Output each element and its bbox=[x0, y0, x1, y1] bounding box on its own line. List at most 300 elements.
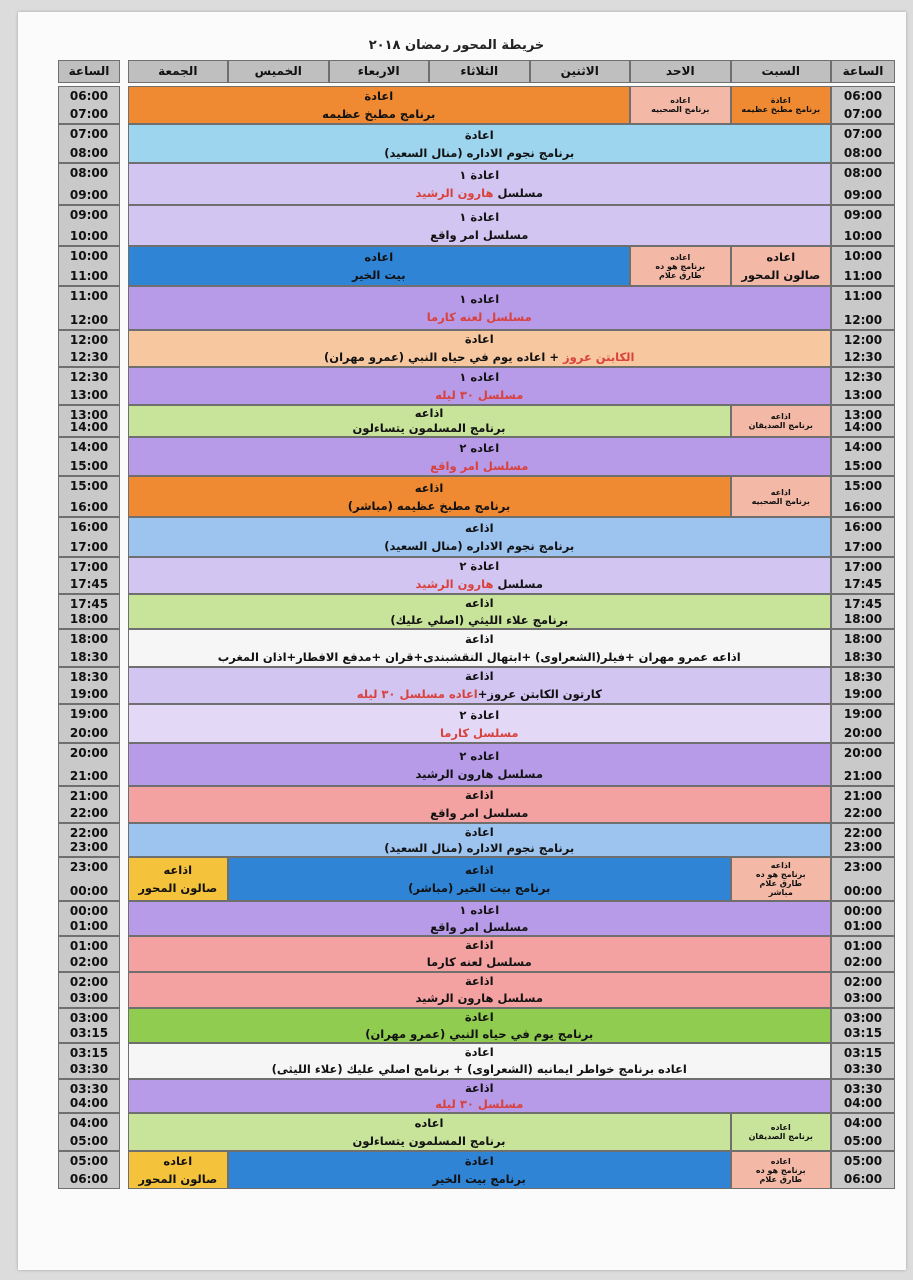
program-line bbox=[129, 308, 831, 326]
time-end: 13:00 bbox=[843, 388, 883, 402]
program-text: اعاده ١ bbox=[459, 903, 500, 917]
time-cell-right bbox=[831, 901, 895, 936]
program-line bbox=[129, 290, 831, 308]
time-cell-right bbox=[831, 124, 895, 163]
program-line bbox=[129, 1009, 831, 1026]
program-line bbox=[129, 630, 831, 648]
time-end: 03:00 bbox=[69, 991, 109, 1005]
program-text: برنامج نجوم الاداره (منال السعيد) bbox=[384, 145, 575, 160]
program-text: برنامج نجوم الاداره (منال السعيد) bbox=[384, 841, 575, 855]
time-start: 17:45 bbox=[843, 597, 883, 611]
program-block[interactable] bbox=[128, 1113, 731, 1151]
program-text: اذاعه bbox=[414, 406, 444, 420]
program-line bbox=[129, 787, 831, 805]
program-line bbox=[129, 406, 730, 421]
time-start: 08:00 bbox=[843, 166, 883, 180]
time-cell-left bbox=[58, 330, 120, 367]
program-line bbox=[129, 144, 831, 162]
time-end: 05:00 bbox=[843, 1134, 883, 1148]
time-end: 02:00 bbox=[69, 955, 109, 969]
program-line bbox=[129, 595, 831, 612]
time-cell-right bbox=[831, 205, 895, 246]
time-start: 06:00 bbox=[843, 89, 883, 103]
time-cell-right bbox=[831, 367, 895, 405]
time-end: 15:00 bbox=[69, 459, 109, 473]
program-text: برنامج هو ده bbox=[755, 870, 806, 879]
program-title-highlight: هارون الرشيد bbox=[415, 576, 494, 591]
program-text: برنامج مطبخ عظيمه bbox=[741, 105, 821, 114]
program-text: اعادة bbox=[464, 1154, 494, 1168]
program-line bbox=[129, 479, 730, 497]
program-line bbox=[129, 386, 831, 404]
program-block[interactable] bbox=[731, 86, 832, 124]
program-text: اعاده bbox=[770, 1123, 791, 1132]
program-block[interactable] bbox=[128, 367, 832, 405]
program-line bbox=[129, 805, 831, 823]
program-text: اعاده ١ bbox=[459, 292, 500, 306]
program-line bbox=[732, 488, 831, 497]
program-line bbox=[129, 765, 831, 783]
program-block[interactable] bbox=[128, 517, 832, 557]
program-line bbox=[129, 1170, 228, 1188]
program-line bbox=[129, 226, 831, 244]
time-cell-right bbox=[831, 163, 895, 205]
time-cell-left bbox=[58, 857, 120, 901]
program-block[interactable] bbox=[128, 1079, 832, 1113]
program-text: برنامج نجوم الاداره (منال السعيد) bbox=[384, 539, 575, 553]
schedule-title: خريطة المحور رمضان ٢٠١٨ bbox=[368, 38, 545, 53]
program-text: طارق علام bbox=[659, 270, 702, 280]
program-title-highlight: الكابتن عروز bbox=[563, 349, 635, 364]
time-end: 16:00 bbox=[843, 500, 883, 514]
program-block[interactable] bbox=[731, 857, 832, 901]
time-end: 13:00 bbox=[69, 388, 109, 402]
program-line bbox=[129, 576, 831, 594]
time-end: 14:00 bbox=[843, 420, 883, 434]
program-text: برنامج الصديقان bbox=[748, 1132, 813, 1141]
program-block[interactable] bbox=[128, 476, 731, 517]
program-text: اذاعة bbox=[464, 1081, 494, 1095]
time-cell-left bbox=[58, 86, 120, 124]
time-start: 03:30 bbox=[69, 1082, 109, 1096]
time-cell-right bbox=[831, 936, 895, 972]
time-end: 03:30 bbox=[69, 1062, 109, 1076]
program-text: اذاعه bbox=[163, 863, 193, 877]
program-block[interactable] bbox=[128, 743, 832, 786]
time-cell-right bbox=[831, 1008, 895, 1043]
time-cell-left bbox=[58, 786, 120, 823]
program-line bbox=[732, 248, 831, 266]
program-text: برنامج المسلمون يتساءلون bbox=[352, 421, 506, 435]
time-start: 03:15 bbox=[69, 1046, 109, 1060]
time-end: 01:00 bbox=[843, 919, 883, 933]
program-text: صالون المحور bbox=[138, 1172, 218, 1186]
program-text: مسلسل bbox=[493, 186, 543, 200]
time-start: 18:30 bbox=[69, 670, 109, 684]
program-block[interactable] bbox=[128, 163, 832, 205]
time-cell-left bbox=[58, 163, 120, 205]
time-start: 17:00 bbox=[843, 560, 883, 574]
program-text: اذاعه bbox=[464, 521, 494, 535]
time-end: 09:00 bbox=[69, 188, 109, 202]
time-start: 14:00 bbox=[69, 440, 109, 454]
program-block[interactable] bbox=[128, 1151, 229, 1189]
program-text: برنامج الصحبيه bbox=[751, 496, 810, 506]
program-line bbox=[229, 861, 730, 879]
program-text: اذاعه bbox=[464, 863, 494, 877]
program-line bbox=[732, 1157, 831, 1166]
program-line bbox=[129, 266, 630, 284]
time-end: 21:00 bbox=[69, 769, 109, 783]
time-start: 09:00 bbox=[69, 208, 109, 222]
program-line bbox=[129, 537, 831, 555]
program-line bbox=[129, 331, 831, 349]
program-line bbox=[129, 1061, 831, 1078]
time-start: 04:00 bbox=[843, 1116, 883, 1130]
program-line bbox=[129, 668, 831, 686]
time-start: 14:00 bbox=[843, 440, 883, 454]
program-block[interactable] bbox=[128, 286, 832, 330]
program-line bbox=[129, 747, 831, 765]
program-text: اعاده ٢ bbox=[459, 440, 500, 455]
program-line bbox=[732, 1123, 831, 1132]
program-text: اذاعة bbox=[464, 788, 494, 802]
program-text: برنامج المسلمون يتساءلون bbox=[352, 1134, 506, 1148]
program-title-highlight: مسلسل ٣٠ ليله bbox=[435, 1097, 524, 1111]
time-cell-left bbox=[58, 1079, 120, 1113]
program-block[interactable] bbox=[731, 1113, 832, 1151]
program-block[interactable] bbox=[128, 437, 832, 476]
time-end: 18:00 bbox=[69, 612, 109, 626]
time-start: 16:00 bbox=[843, 520, 883, 534]
program-text: برنامج علاء الليثي (اصلي عليك) bbox=[390, 612, 569, 627]
time-cell-right bbox=[831, 786, 895, 823]
program-block[interactable] bbox=[128, 86, 631, 124]
program-line bbox=[129, 439, 831, 457]
time-end: 12:30 bbox=[69, 350, 109, 364]
program-line bbox=[129, 558, 831, 576]
program-line bbox=[129, 879, 228, 897]
program-text: اذاعة bbox=[464, 938, 494, 952]
time-start: 11:00 bbox=[843, 289, 883, 303]
program-text: برنامج بيت الخير bbox=[432, 1172, 526, 1186]
time-cell-right bbox=[831, 86, 895, 124]
time-end: 20:00 bbox=[69, 726, 109, 740]
time-start: 18:30 bbox=[843, 670, 883, 684]
time-start: 12:00 bbox=[843, 333, 883, 347]
time-cell-left bbox=[58, 517, 120, 557]
program-line bbox=[129, 937, 831, 954]
time-end: 02:00 bbox=[843, 955, 883, 969]
program-block[interactable] bbox=[128, 936, 832, 972]
program-text: برنامج هو ده bbox=[755, 1165, 806, 1175]
program-text: اعاده ٢ bbox=[459, 748, 500, 763]
program-text: اذاعة bbox=[464, 974, 494, 988]
time-start: 19:00 bbox=[69, 707, 109, 721]
time-end: 04:00 bbox=[843, 1096, 883, 1110]
program-title-highlight: مسلسل ٣٠ ليله bbox=[435, 388, 524, 402]
program-text: اذاعة bbox=[464, 632, 494, 646]
program-title-highlight: اعاده مسلسل ٣٠ ليله bbox=[356, 686, 478, 701]
program-line bbox=[229, 879, 730, 897]
program-text: اعادة bbox=[464, 127, 494, 142]
program-title-highlight: مسلسل لعنه كارما bbox=[426, 310, 532, 324]
time-cell-right bbox=[831, 823, 895, 857]
time-cell-left bbox=[58, 1113, 120, 1151]
time-cell-left bbox=[58, 823, 120, 857]
time-cell-right bbox=[831, 1113, 895, 1151]
program-line bbox=[732, 96, 831, 105]
program-line bbox=[732, 888, 831, 897]
program-line bbox=[129, 1132, 730, 1150]
time-start: 11:00 bbox=[69, 289, 109, 303]
program-line bbox=[129, 1026, 831, 1043]
time-start: 06:00 bbox=[69, 89, 109, 103]
program-line bbox=[129, 248, 630, 266]
program-line bbox=[129, 973, 831, 990]
program-line bbox=[631, 262, 730, 271]
time-end: 04:00 bbox=[69, 1096, 109, 1110]
time-start: 00:00 bbox=[69, 904, 109, 918]
program-text: صالون المحور bbox=[138, 881, 218, 895]
time-cell-right bbox=[831, 437, 895, 476]
time-cell-left bbox=[58, 476, 120, 517]
time-cell-left bbox=[58, 1008, 120, 1043]
time-end: 15:00 bbox=[843, 459, 883, 473]
time-cell-right bbox=[831, 743, 895, 786]
time-end: 17:45 bbox=[69, 577, 109, 591]
time-end: 11:00 bbox=[843, 269, 883, 283]
program-block[interactable] bbox=[128, 972, 832, 1008]
program-text: اذاعه bbox=[770, 412, 791, 421]
program-text: + اعاده يوم في حياه النبي (عمرو مهران) bbox=[324, 349, 564, 364]
time-cell-right bbox=[831, 476, 895, 517]
time-end: 09:00 bbox=[843, 188, 883, 202]
time-start: 05:00 bbox=[843, 1154, 883, 1168]
time-end: 12:00 bbox=[69, 313, 109, 327]
time-cell-right bbox=[831, 1079, 895, 1113]
time-end: 03:15 bbox=[69, 1026, 109, 1040]
time-start: 21:00 bbox=[843, 789, 883, 803]
time-end: 10:00 bbox=[843, 229, 883, 243]
time-end: 20:00 bbox=[843, 726, 883, 740]
time-cell-left bbox=[58, 124, 120, 163]
program-block[interactable] bbox=[630, 246, 731, 286]
time-start: 22:00 bbox=[69, 826, 109, 840]
program-line bbox=[732, 1175, 831, 1184]
program-line bbox=[129, 349, 831, 367]
program-block[interactable] bbox=[731, 405, 832, 437]
program-text: طارق علام bbox=[759, 879, 802, 888]
program-text: مسلسل امر واقع bbox=[430, 919, 529, 934]
time-end: 08:00 bbox=[69, 146, 109, 160]
time-start: 18:00 bbox=[69, 632, 109, 646]
program-block[interactable] bbox=[128, 786, 832, 823]
program-line bbox=[129, 184, 831, 202]
program-text: مسلسل هارون الرشيد bbox=[415, 991, 543, 1005]
time-end: 03:30 bbox=[843, 1062, 883, 1076]
program-text: اعاده bbox=[670, 96, 691, 105]
program-line bbox=[732, 861, 831, 870]
program-text: اذاعه bbox=[464, 596, 494, 610]
program-text: مسلسل bbox=[493, 576, 543, 591]
program-text: اعادة ١ bbox=[459, 209, 500, 224]
time-start: 16:00 bbox=[69, 520, 109, 534]
program-text: اعادة ١ bbox=[459, 168, 500, 182]
program-block[interactable] bbox=[128, 901, 832, 936]
time-cell-left bbox=[58, 704, 120, 743]
program-block[interactable] bbox=[228, 857, 731, 901]
program-block[interactable] bbox=[128, 205, 832, 246]
program-block[interactable] bbox=[128, 704, 832, 743]
program-line bbox=[129, 105, 630, 123]
program-line bbox=[732, 266, 831, 284]
time-start: 15:00 bbox=[69, 479, 109, 493]
program-text: اعادة bbox=[770, 96, 791, 105]
program-text: بيت الخير bbox=[351, 268, 406, 282]
program-text: صالون المحور bbox=[741, 268, 821, 282]
time-start: 15:00 bbox=[843, 479, 883, 493]
time-cell-right bbox=[831, 246, 895, 286]
time-start: 03:00 bbox=[69, 1011, 109, 1025]
time-cell-right bbox=[831, 667, 895, 704]
time-cell-left bbox=[58, 557, 120, 594]
program-line bbox=[129, 1044, 831, 1061]
program-block[interactable] bbox=[128, 823, 832, 857]
time-start: 13:00 bbox=[843, 408, 883, 422]
time-cell-right bbox=[831, 557, 895, 594]
time-cell-left bbox=[58, 594, 120, 629]
program-block[interactable] bbox=[128, 594, 832, 629]
time-cell-left bbox=[58, 936, 120, 972]
program-text: اذاعه عمرو مهران +فيلر(الشعراوى) +ابتهال النقشبندى+قران +مدفع الافطار+اذان المغرب bbox=[217, 650, 741, 664]
program-text: اذاعه bbox=[770, 487, 791, 497]
program-text: برنامج الصحبيه bbox=[651, 105, 710, 114]
time-start: 22:00 bbox=[843, 826, 883, 840]
program-text: اعاده ١ bbox=[459, 370, 500, 384]
time-cell-left bbox=[58, 205, 120, 246]
time-cell-right bbox=[831, 594, 895, 629]
time-end: 18:30 bbox=[843, 650, 883, 664]
time-start: 01:00 bbox=[843, 939, 883, 953]
program-line bbox=[129, 166, 831, 184]
time-start: 02:00 bbox=[69, 975, 109, 989]
time-end: 08:00 bbox=[843, 146, 883, 160]
time-end: 17:00 bbox=[69, 540, 109, 554]
time-end: 01:00 bbox=[69, 919, 109, 933]
time-cell-left bbox=[58, 1151, 120, 1189]
time-cell-left bbox=[58, 743, 120, 786]
day-header: الثلاثاء bbox=[429, 60, 530, 83]
program-block[interactable] bbox=[731, 1151, 832, 1189]
program-text: مسلسل هارون الرشيد bbox=[415, 766, 543, 781]
time-cell-right bbox=[831, 1043, 895, 1079]
program-title-highlight: مسلسل كارما bbox=[439, 725, 519, 740]
program-line bbox=[129, 368, 831, 386]
time-cell-left bbox=[58, 246, 120, 286]
program-block[interactable] bbox=[128, 1043, 832, 1079]
program-text: برنامج الصديقان bbox=[748, 421, 813, 430]
program-text: برنامج بيت الخير (مباشر) bbox=[408, 881, 551, 895]
time-end: 07:00 bbox=[843, 107, 883, 121]
program-line bbox=[129, 840, 831, 856]
time-cell-right bbox=[831, 857, 895, 901]
program-line bbox=[129, 208, 831, 226]
time-end: 17:45 bbox=[843, 577, 883, 591]
time-end: 10:00 bbox=[69, 229, 109, 243]
time-end: 22:00 bbox=[69, 806, 109, 820]
time-start: 19:00 bbox=[843, 707, 883, 721]
time-end: 05:00 bbox=[69, 1134, 109, 1148]
program-text: اعادة bbox=[464, 825, 494, 839]
program-line bbox=[129, 902, 831, 919]
program-block[interactable] bbox=[128, 1008, 832, 1043]
time-cell-right bbox=[831, 972, 895, 1008]
program-text: برنامج مطبخ عظيمه (مباشر) bbox=[347, 498, 511, 513]
program-block[interactable] bbox=[128, 857, 229, 901]
program-block[interactable] bbox=[128, 405, 731, 437]
time-start: 23:00 bbox=[69, 860, 109, 874]
program-block[interactable] bbox=[630, 86, 731, 124]
program-block[interactable] bbox=[128, 667, 832, 704]
program-text: اعادة bbox=[464, 1010, 494, 1024]
program-text: اعادة bbox=[464, 332, 494, 346]
time-start: 18:00 bbox=[843, 632, 883, 646]
program-line bbox=[129, 724, 831, 742]
program-line bbox=[129, 686, 831, 704]
day-header: الاحد bbox=[630, 60, 731, 83]
program-text: اعاده برنامج خواطر ايمانيه (الشعراوى) + برنامج اصلي عليك (علاء الليثى) bbox=[271, 1062, 687, 1076]
program-line bbox=[129, 457, 831, 475]
time-end: 19:00 bbox=[69, 687, 109, 701]
program-block[interactable] bbox=[228, 1151, 731, 1189]
program-text: برنامج يوم في حياه النبي (عمرو مهران) bbox=[365, 1026, 594, 1041]
program-block[interactable] bbox=[731, 246, 832, 286]
program-line bbox=[732, 497, 831, 506]
time-end: 03:15 bbox=[843, 1026, 883, 1040]
time-end: 07:00 bbox=[69, 107, 109, 121]
time-cell-left bbox=[58, 972, 120, 1008]
program-line bbox=[732, 1132, 831, 1141]
program-block[interactable] bbox=[128, 629, 832, 667]
program-block[interactable] bbox=[128, 557, 832, 594]
time-start: 01:00 bbox=[69, 939, 109, 953]
time-cell-left bbox=[58, 367, 120, 405]
program-block[interactable] bbox=[128, 330, 832, 367]
program-text: اعادة bbox=[464, 1045, 494, 1059]
program-line bbox=[129, 497, 730, 515]
time-start: 03:30 bbox=[843, 1082, 883, 1096]
program-block[interactable] bbox=[731, 476, 832, 517]
time-end: 12:30 bbox=[843, 350, 883, 364]
program-block[interactable] bbox=[128, 124, 832, 163]
time-cell-left bbox=[58, 901, 120, 936]
program-text: مسلسل امر واقع bbox=[430, 227, 529, 242]
time-start: 09:00 bbox=[843, 208, 883, 222]
program-line bbox=[631, 271, 730, 280]
program-text: اذاعة bbox=[464, 669, 494, 683]
program-block[interactable] bbox=[128, 246, 631, 286]
day-header: الخميس bbox=[228, 60, 329, 83]
program-line bbox=[129, 706, 831, 724]
day-header: الاربعاء bbox=[329, 60, 430, 83]
program-text: اعادة ٢ bbox=[459, 559, 500, 573]
program-line bbox=[129, 421, 730, 436]
day-header: السبت bbox=[731, 60, 832, 83]
time-end: 18:00 bbox=[843, 612, 883, 626]
program-line bbox=[732, 1166, 831, 1175]
program-line bbox=[129, 954, 831, 971]
